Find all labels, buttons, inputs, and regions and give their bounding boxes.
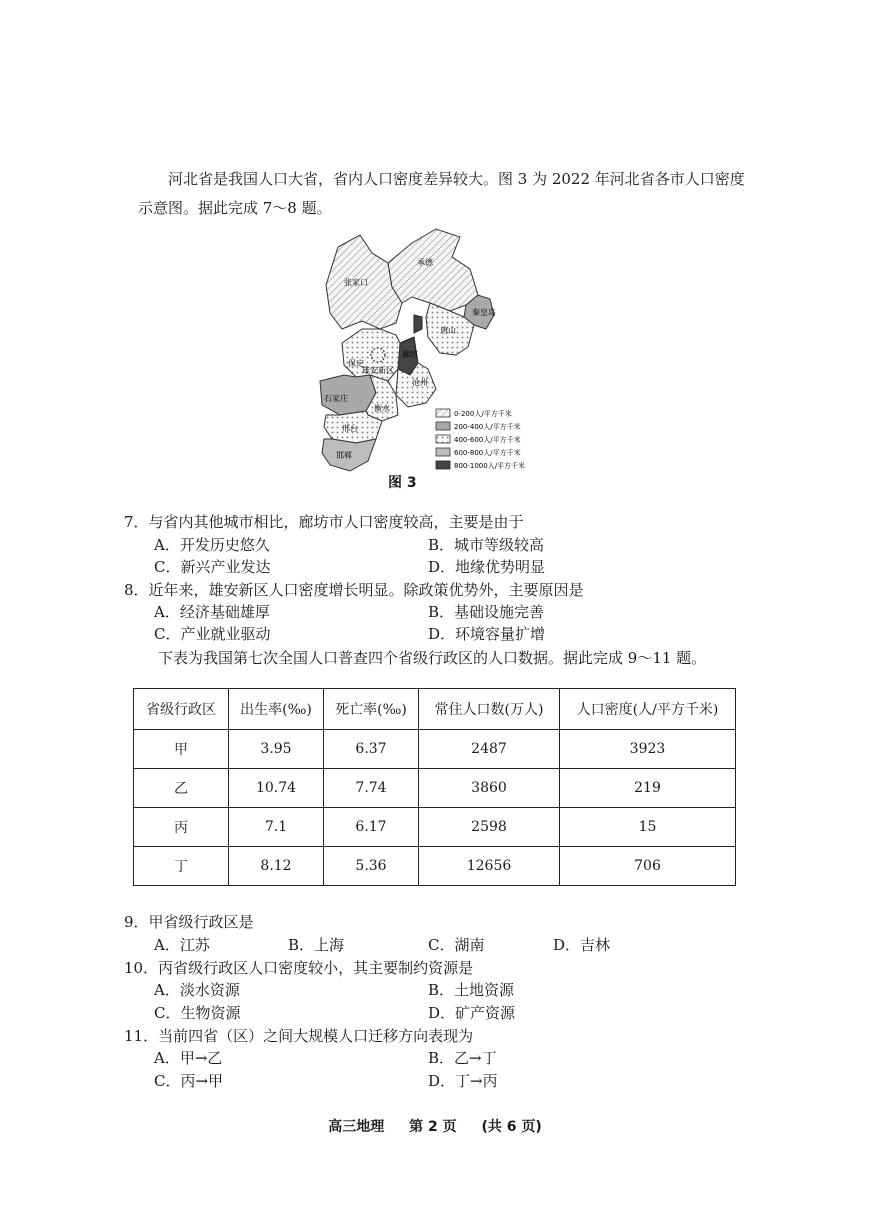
table-cell: 8.12 — [229, 847, 324, 886]
population-table — [133, 688, 736, 886]
legend-label: 600-800人/平方千米 — [454, 449, 521, 457]
q11-option-a: A．甲→乙 — [154, 1049, 223, 1067]
city-label: 雄安新区 — [362, 366, 394, 375]
city-label: 张家口 — [344, 278, 368, 287]
table-cell: 10.74 — [229, 769, 324, 808]
hebei-density-map — [300, 225, 560, 475]
map-legend — [436, 409, 525, 470]
q10-option-c: C．生物资源 — [154, 1004, 241, 1022]
table-cell: 7.74 — [324, 769, 419, 808]
q8-option-a: A．经济基础雄厚 — [154, 603, 270, 621]
table-header-row — [134, 689, 736, 730]
table-cell: 丙 — [134, 808, 229, 847]
table-row — [134, 847, 736, 886]
footer-subject: 高三地理 — [328, 1119, 385, 1135]
q11-option-c: C．丙→甲 — [154, 1072, 224, 1090]
intro-paragraph: 河北省是我国人口大省，省内人口密度差异较大。图 3 为 2022 年河北省各市人口密度示意图。据此完成 7～8 题。 — [138, 170, 745, 217]
table-intro: 下表为我国第七次全国人口普查四个省级行政区的人口数据。据此完成 9～11 题。 — [158, 649, 707, 667]
q7-option-d: D．地缘优势明显 — [428, 558, 546, 576]
city-label: 廊坊 — [402, 350, 418, 359]
city-label: 邢台 — [342, 424, 358, 433]
table-cell: 706 — [560, 847, 736, 886]
legend-label: 0-200人/平方千米 — [454, 410, 512, 418]
table-cell: 2598 — [419, 808, 560, 847]
table-cell: 5.36 — [324, 847, 419, 886]
table-cell: 3923 — [560, 730, 736, 769]
figure-caption: 图 3 — [388, 475, 417, 491]
table-header: 常住人口数(万人) — [419, 689, 560, 730]
table-cell: 7.1 — [229, 808, 324, 847]
legend-label: 800-1000人/平方千米 — [454, 462, 526, 470]
page-footer — [0, 1116, 870, 1136]
q10-option-b: B．土地资源 — [428, 981, 515, 999]
table-header: 省级行政区 — [134, 689, 229, 730]
city-label: 沧州 — [412, 378, 428, 387]
table-header: 死亡率(‰) — [324, 689, 419, 730]
table-cell: 6.17 — [324, 808, 419, 847]
legend-label: 200-400人/平方千米 — [454, 423, 521, 431]
table-cell: 3.95 — [229, 730, 324, 769]
footer-page: 第 2 页 — [409, 1119, 457, 1135]
table-row — [134, 808, 736, 847]
q11-option-b: B．乙→丁 — [428, 1049, 497, 1067]
city-label: 唐山 — [440, 326, 456, 335]
q7-option-b: B．城市等级较高 — [428, 536, 545, 554]
question-9-stem: 9．甲省级行政区是 — [124, 913, 254, 931]
q8-option-b: B．基础设施完善 — [428, 603, 545, 621]
city-label: 承德 — [417, 258, 433, 267]
legend-label: 400-600人/平方千米 — [454, 436, 521, 444]
table-header: 出生率(‰) — [229, 689, 324, 730]
city-label: 秦皇岛 — [472, 308, 496, 317]
table-cell: 3860 — [419, 769, 560, 808]
region-langfang-north — [414, 315, 422, 333]
city-label: 石家庄 — [324, 394, 348, 403]
q10-option-d: D．矿产资源 — [428, 1004, 516, 1022]
table-cell: 乙 — [134, 769, 229, 808]
question-7-stem: 7．与省内其他城市相比，廊坊市人口密度较高，主要是由于 — [124, 513, 524, 531]
table-cell: 12656 — [419, 847, 560, 886]
table-cell: 2487 — [419, 730, 560, 769]
question-8-stem: 8．近年来，雄安新区人口密度增长明显。除政策优势外，主要原因是 — [124, 581, 584, 599]
city-label: 衡水 — [374, 404, 390, 413]
table-cell: 甲 — [134, 730, 229, 769]
map-svg — [300, 225, 560, 475]
q11-option-d: D．丁→丙 — [428, 1072, 498, 1090]
table-row — [134, 730, 736, 769]
region-chengde — [388, 229, 478, 311]
q7-option-a: A．开发历史悠久 — [154, 536, 270, 554]
question-11-stem: 11．当前四省（区）之间大规模人口迁移方向表现为 — [124, 1027, 474, 1045]
city-label: 邯郸 — [336, 451, 352, 460]
q9-option-b: B．上海 — [288, 936, 345, 954]
city-label: 保定 — [348, 359, 364, 368]
table-header: 人口密度(人/平方千米) — [560, 689, 736, 730]
table-cell: 丁 — [134, 847, 229, 886]
table-row — [134, 769, 736, 808]
footer-total: (共 6 页) — [481, 1119, 542, 1135]
q8-option-d: D．环境容量扩增 — [428, 625, 546, 643]
q10-option-a: A．淡水资源 — [154, 981, 240, 999]
question-10-stem: 10．丙省级行政区人口密度较小，其主要制约资源是 — [124, 959, 474, 977]
q9-option-d: D．吉林 — [553, 936, 611, 954]
table-cell: 6.37 — [324, 730, 419, 769]
q8-option-c: C．产业就业驱动 — [154, 625, 271, 643]
q7-option-c: C．新兴产业发达 — [154, 558, 271, 576]
table-cell: 15 — [560, 808, 736, 847]
q9-option-a: A．江苏 — [154, 936, 210, 954]
q9-option-c: C．湖南 — [428, 936, 485, 954]
table-cell: 219 — [560, 769, 736, 808]
